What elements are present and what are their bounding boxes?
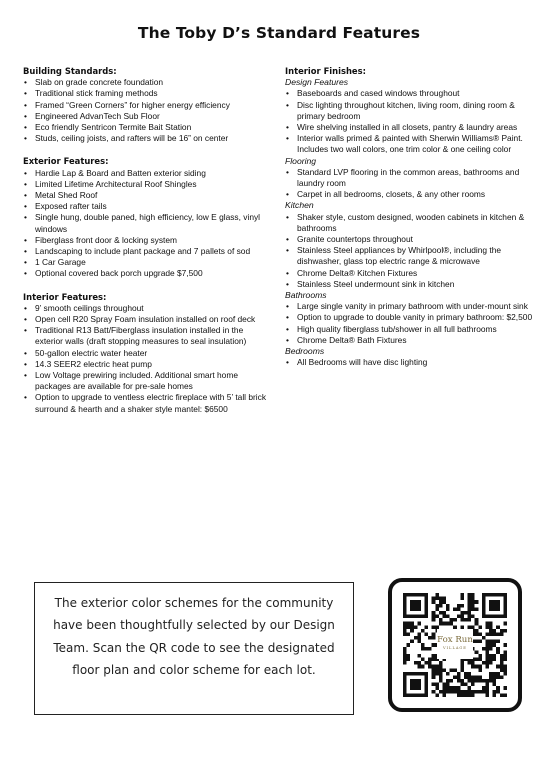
fox-run-logo — [437, 629, 473, 659]
list-item: • Wire shelving installed in all closets, pantry & laundry areas — [285, 122, 537, 133]
list-item: • Studs, ceiling joists, and rafters will be 16” on center — [23, 133, 273, 144]
exterior-features-heading: Exterior Features: — [23, 156, 109, 167]
list-item: • Traditional stick framing methods — [23, 88, 273, 99]
flooring-list — [285, 167, 537, 201]
kitchen-list — [285, 212, 537, 290]
list-item: • All Bedrooms will have disc lighting — [285, 357, 537, 368]
list-item: • Option to upgrade to double vanity in primary bathroom: $2,500 — [285, 312, 537, 323]
list-item: • Metal Shed Roof — [23, 190, 273, 201]
list-item: • Exposed rafter tails — [23, 201, 273, 212]
list-item: • 1 Car Garage — [23, 257, 273, 268]
list-item: • 14.3 SEER2 electric heat pump — [23, 359, 273, 370]
list-item: • Disc lighting throughout kitchen, living room, dining room & primary bedroom — [285, 100, 537, 122]
list-item: • Large single vanity in primary bathroom with under-mount sink — [285, 301, 537, 312]
list-item: • Standard LVP flooring in the common areas, bathrooms and laundry room — [285, 167, 537, 189]
interior-features-list — [23, 303, 273, 415]
list-item: • Stainless Steel undermount sink in kitchen — [285, 279, 537, 290]
bedrooms-list — [285, 357, 537, 368]
list-item: • Single hung, double paned, high efficiency, low E glass, vinyl windows — [23, 212, 273, 234]
list-item: • Chrome Delta® Bath Fixtures — [285, 335, 537, 346]
list-item: • Traditional R13 Batt/Fiberglass insulation installed in the exterior walls (draft stopping measures to seal insulation) — [23, 325, 273, 347]
list-item: • Fiberglass front door & locking system — [23, 235, 273, 246]
list-item: • Slab on grade concrete foundation — [23, 77, 273, 88]
list-item: • 50-gallon electric water heater — [23, 348, 273, 359]
design-features-heading: Design Features — [285, 77, 349, 88]
list-item: • Framed “Green Corners” for higher energy efficiency — [23, 100, 273, 111]
list-item: • Carpet in all bedrooms, closets, & any other rooms — [285, 189, 537, 200]
list-item: • Shaker style, custom designed, wooden cabinets in kitchen & bathrooms — [285, 212, 537, 234]
bathrooms-list — [285, 301, 537, 346]
color-scheme-note-text: The exterior color schemes for the community have been thoughtfully selected by our Design Team. Scan the QR code to see the designated floor plan and color scheme for each lot. — [53, 596, 335, 678]
list-item: • Engineered AdvanTech Sub Floor — [23, 111, 273, 122]
qr-code-card[interactable] — [388, 578, 522, 712]
interior-finishes-heading: Interior Finishes: — [285, 66, 366, 76]
left-column — [23, 66, 273, 415]
building-standards-heading: Building Standards: — [23, 66, 117, 76]
list-item: • Interior walls primed & painted with Sherwin Williams® Paint. Includes two wall colors, one trim color & one ceiling color — [285, 133, 537, 155]
list-item: • Chrome Delta® Kitchen Fixtures — [285, 268, 537, 279]
bedrooms-heading: Bedrooms — [285, 346, 325, 357]
list-item: • 9’ smooth ceilings throughout — [23, 303, 273, 314]
list-item: • Optional covered back porch upgrade $7,500 — [23, 268, 273, 279]
kitchen-heading: Kitchen — [285, 200, 314, 211]
page-title: The Toby D’s Standard Features — [137, 24, 421, 42]
logo-sub: VILLAGE — [443, 646, 467, 650]
color-scheme-note — [34, 582, 354, 715]
list-item: • Landscaping to include plant package and 7 pallets of sod — [23, 246, 273, 257]
list-item: • Granite countertops throughout — [285, 234, 537, 245]
list-item: • Open cell R20 Spray Foam insulation installed on roof deck — [23, 314, 273, 325]
list-item: • Baseboards and cased windows throughout — [285, 88, 537, 99]
bathrooms-heading: Bathrooms — [285, 290, 327, 301]
list-item: • High quality fiberglass tub/shower in all full bathrooms — [285, 324, 537, 335]
design-features-list — [285, 88, 537, 155]
list-item: • Low Voltage prewiring included. Additional smart home packages are available for pre-sale homes — [23, 370, 273, 392]
list-item: • Limited Lifetime Architectural Roof Shingles — [23, 179, 273, 190]
right-column — [285, 66, 537, 368]
building-standards-list — [23, 77, 273, 144]
interior-features-heading: Interior Features: — [23, 291, 107, 302]
list-item: • Stainless Steel appliances by Whirlpool®, including the dishwasher, glass top electric range & microwave — [285, 245, 537, 267]
list-item: • Eco friendly Sentricon Termite Bait Station — [23, 122, 273, 133]
flooring-heading: Flooring — [285, 155, 317, 166]
list-item: • Hardie Lap & Board and Batten exterior siding — [23, 168, 273, 179]
logo-brand: Fox Run — [437, 635, 473, 645]
list-item: • Option to upgrade to ventless electric fireplace with 5’ tall brick surround & hearth and a shaker style mantel: $6500 — [23, 392, 273, 414]
exterior-features-list — [23, 168, 273, 280]
